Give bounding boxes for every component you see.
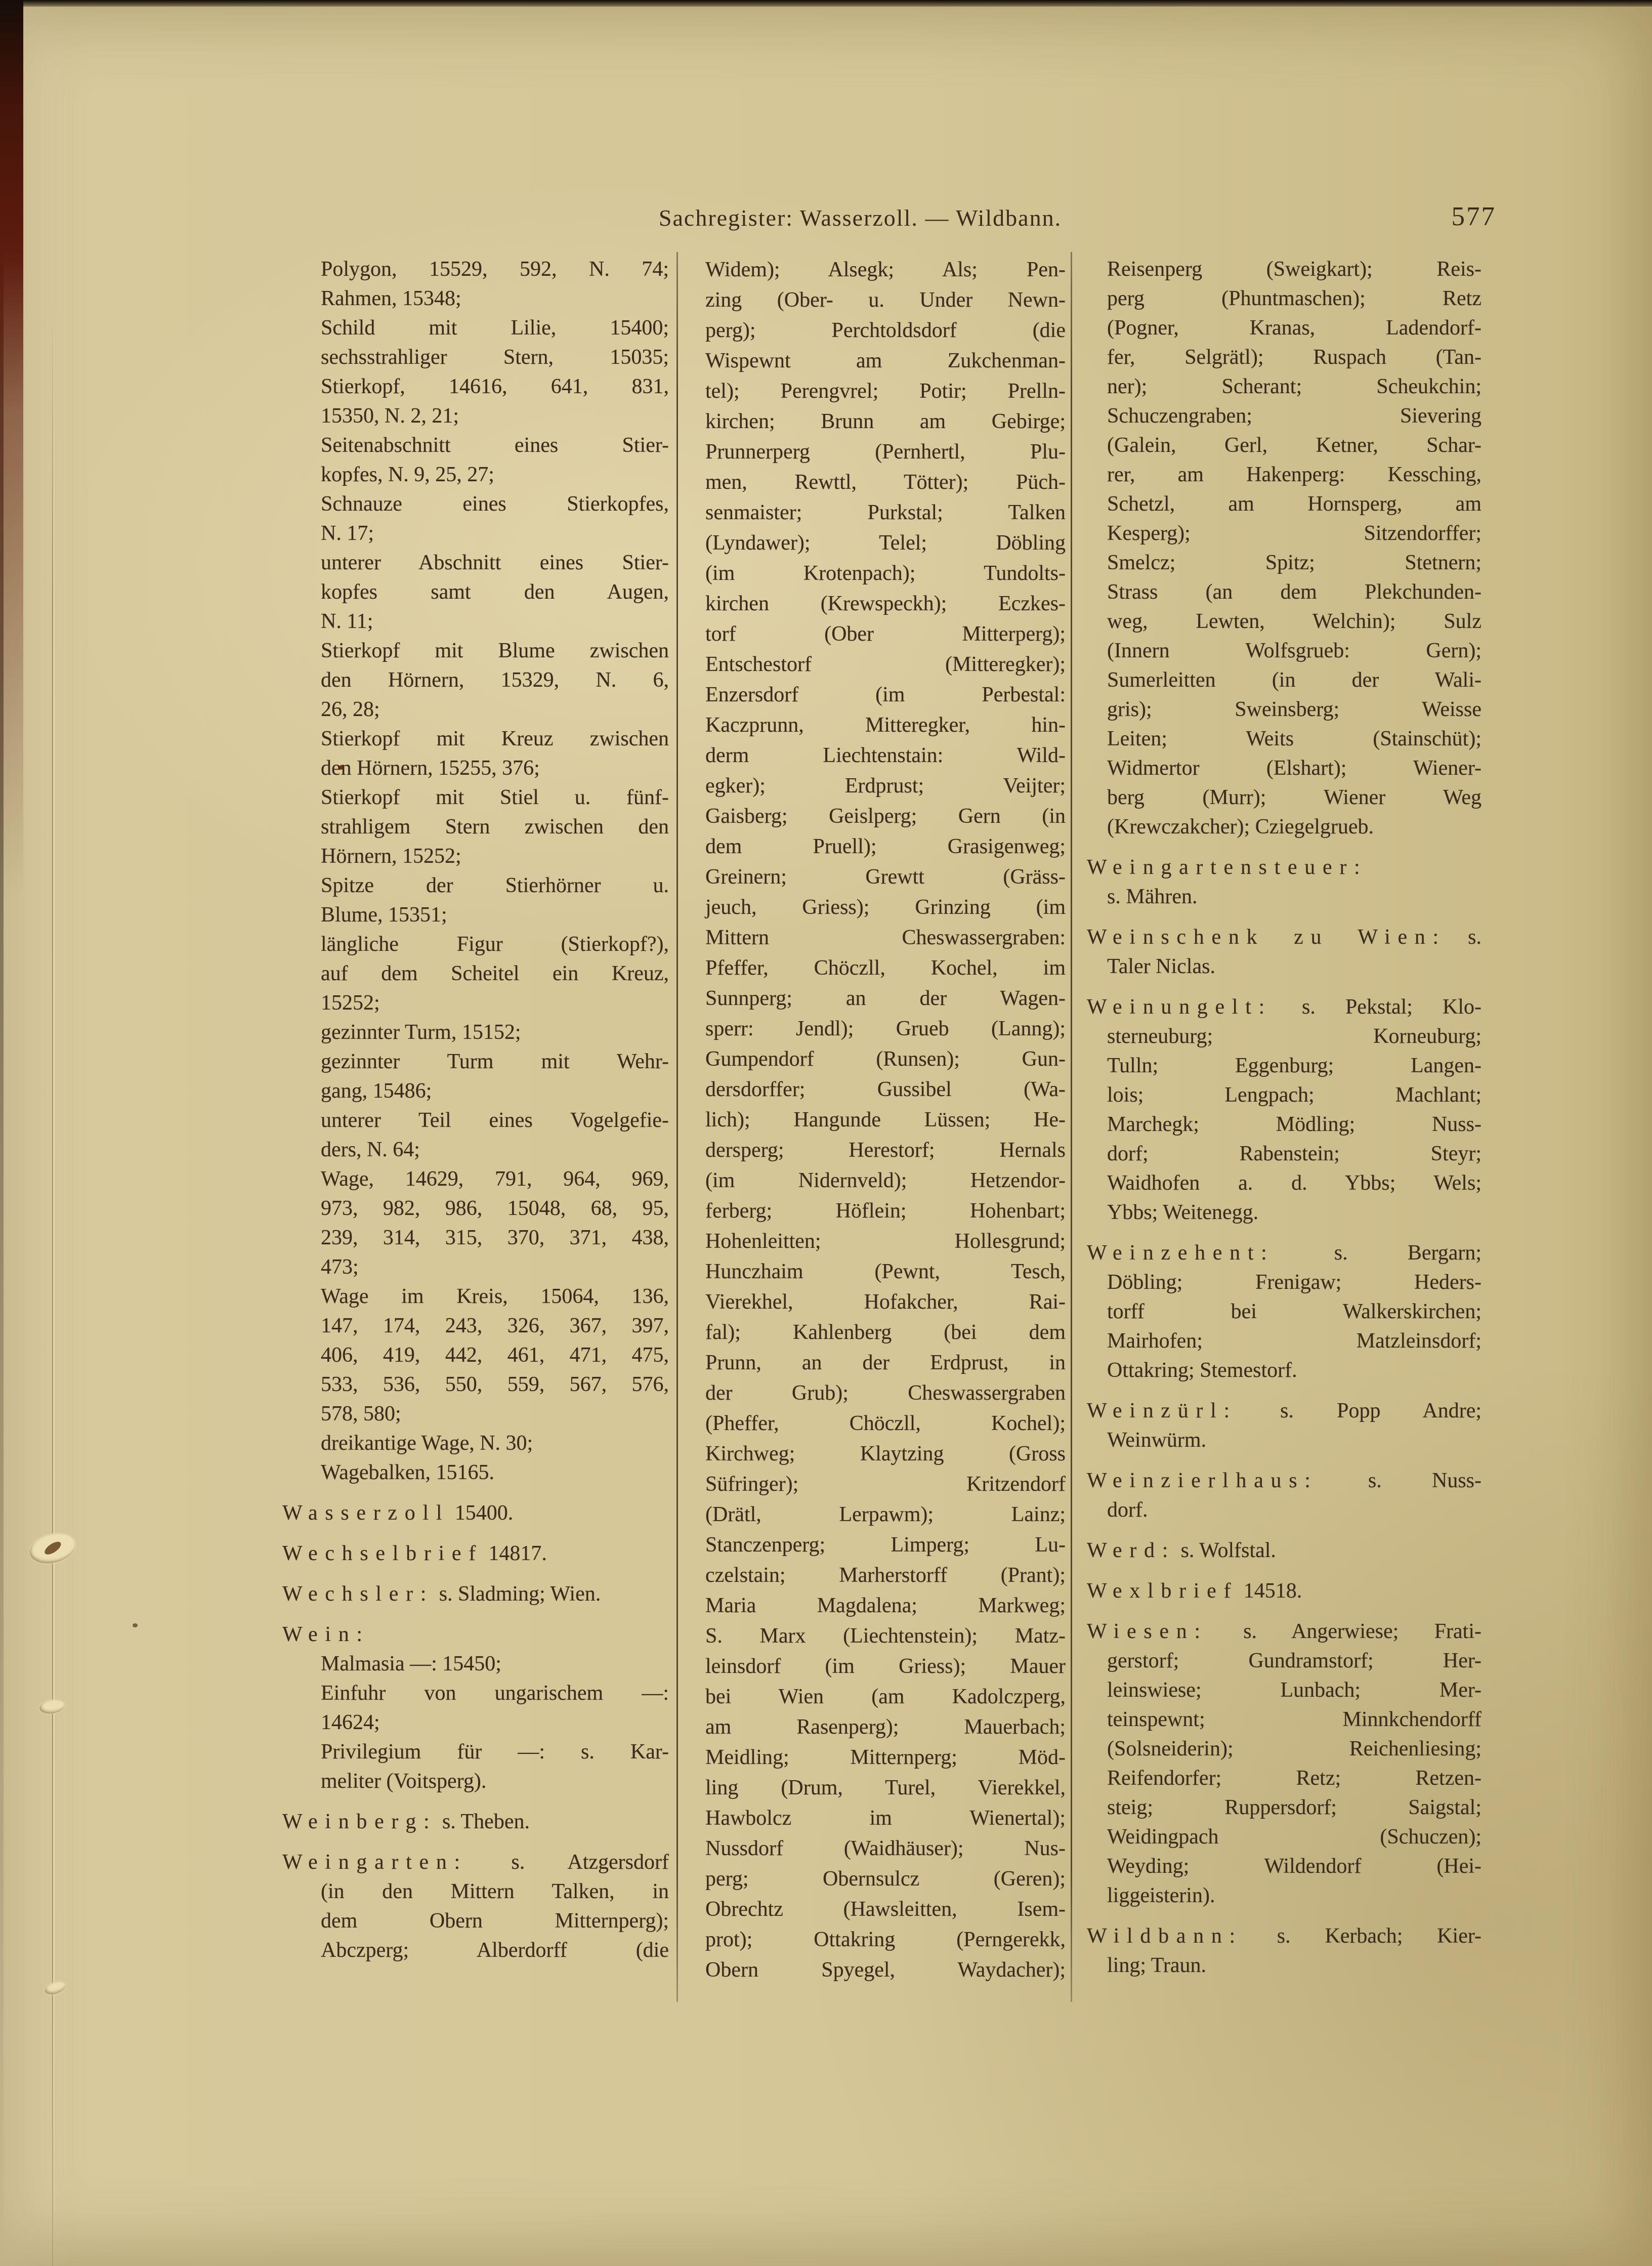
index-text-line: S. Marx (Liechtenstein); Matz-: [705, 1624, 1066, 1648]
index-text-line: Abczperg; Alberdorff (die: [321, 1939, 669, 1962]
index-text-line: liggeisterin).: [1107, 1884, 1215, 1907]
index-entry-headword-line: [1087, 853, 1481, 882]
index-headword-rest: s. Bergarn;: [1274, 1241, 1481, 1265]
index-headword: Weinschenk zu Wien:: [1087, 926, 1446, 949]
index-entry-headword-line: [1087, 1921, 1481, 1951]
index-text-line: Widmertor (Elshart); Wiener-: [1107, 757, 1481, 780]
tear-shadow: [43, 1539, 63, 1557]
index-headword: Weinzürl:: [1087, 1399, 1237, 1422]
index-text-line: Hunczhaim (Pewnt, Tesch,: [705, 1260, 1066, 1283]
index-headword: Weinzehent:: [1087, 1241, 1275, 1265]
index-text-line: N. 17;: [321, 522, 374, 545]
index-entry-headword-line: [282, 1579, 669, 1609]
index-headword: Wechsler:: [282, 1582, 434, 1606]
index-text-line: Wispewnt am Zukchenman-: [705, 349, 1066, 372]
index-text-line: derm Liechtenstain: Wild-: [705, 744, 1066, 767]
index-text-line: tel); Perengvrel; Potir; Prelln-: [705, 380, 1066, 403]
index-column-right: [1087, 255, 1481, 1980]
index-text-line: Stanczenperg; Limperg; Lu-: [705, 1533, 1066, 1557]
index-text-line: gezinnter Turm, 15152;: [321, 1021, 521, 1044]
index-text-line: gerstorf; Gundramstorf; Her-: [1107, 1649, 1481, 1672]
index-text-line: N. 11;: [321, 610, 373, 633]
index-headword-rest: s. Kerbach; Kier-: [1242, 1924, 1481, 1948]
index-text-line: Stierkopf mit Blume zwischen: [321, 639, 669, 662]
index-headword: Wexlbrief: [1087, 1579, 1239, 1603]
index-text-line: ling (Drum, Turel, Vierekkel,: [705, 1776, 1066, 1799]
index-text-line: dersdorffer; Gussibel (Wa-: [705, 1078, 1066, 1101]
index-entry-headword-line: [1087, 1536, 1481, 1565]
index-text-line: ders, N. 64;: [321, 1138, 420, 1161]
index-entry-headword-line: [1087, 992, 1481, 1022]
index-text-line: meliter (Voitsperg).: [321, 1770, 487, 1793]
index-text-line: dersperg; Herestorf; Hernals: [705, 1139, 1066, 1162]
index-headword: Wildbann:: [1087, 1924, 1243, 1948]
index-text-line: Widem); Alsegk; Als; Pen-: [705, 258, 1066, 281]
index-text-line: berg (Murr); Wiener Weg: [1107, 786, 1481, 809]
page-number: 577: [1451, 202, 1496, 231]
index-headword-rest: 14817.: [483, 1542, 547, 1565]
index-text-line: (Innern Wolfsgrueb: Gern);: [1107, 639, 1481, 662]
index-text-line: Blume, 15351;: [321, 903, 447, 927]
index-text-line: Gaisberg; Geislperg; Gern (in: [705, 805, 1066, 828]
index-text-line: senmaister; Purkstal; Talken: [705, 501, 1066, 524]
index-text-line: dreikantige Wage, N. 30;: [321, 1432, 533, 1455]
index-text-line: rer, am Hakenperg: Kessching,: [1107, 463, 1481, 486]
paper-tear: [44, 1980, 67, 1997]
index-text-line: dem Pruell); Grasigenweg;: [705, 835, 1066, 858]
index-text-line: Süfringer); Kritzendorf: [705, 1473, 1066, 1496]
index-text-line: 15350, N. 2, 21;: [321, 404, 459, 428]
index-text-line: Weinwürm.: [1107, 1429, 1207, 1452]
index-text-line: kopfes, N. 9, 25, 27;: [321, 463, 494, 486]
index-text-line: Obern Spyegel, Waydacher);: [705, 1958, 1066, 1982]
paper-tear: [27, 1529, 79, 1568]
index-text-line: Nussdorf (Waidhäuser); Nus-: [705, 1837, 1066, 1860]
index-entry-headword-line: [282, 1498, 669, 1528]
index-text-line: Entschestorf (Mitteregker);: [705, 653, 1066, 676]
index-text-line: Prunn, an der Erdprust, in: [705, 1351, 1066, 1374]
index-text-line: (Drätl, Lerpawm); Lainz;: [705, 1503, 1066, 1526]
index-text-line: leinsdorf (im Griess); Mauer: [705, 1655, 1066, 1678]
scan-top-edge: [0, 0, 1652, 7]
index-text-line: steig; Ruppersdorf; Saigstal;: [1107, 1796, 1481, 1819]
index-text-line: Wage im Kreis, 15064, 136,: [321, 1285, 669, 1308]
index-text-line: s. Mähren.: [1107, 885, 1198, 908]
index-text-line: Taler Niclas.: [1107, 955, 1215, 978]
index-headword: Weinungelt:: [1087, 995, 1272, 1019]
index-headword-rest: s. Atzgersdorf: [467, 1851, 669, 1874]
index-text-line: (Galein, Gerl, Ketner, Schar-: [1107, 434, 1481, 457]
index-text-line: gris); Sweinsberg; Weisse: [1107, 698, 1481, 721]
paper-stain: [133, 1623, 138, 1627]
index-text-line: Weidingpach (Schuczen);: [1107, 1825, 1481, 1849]
index-entry-headword-line: [1087, 1466, 1481, 1495]
index-text-line: ling; Traun.: [1107, 1954, 1207, 1977]
index-text-line: sechsstrahliger Stern, 15035;: [321, 346, 669, 369]
index-headword: Werd:: [1087, 1539, 1176, 1562]
index-text-line: weg, Lewten, Welchin); Sulz: [1107, 610, 1481, 633]
paper-crease-highlight: [53, 304, 55, 2266]
index-text-line: jeuch, Griess); Grinzing (im: [705, 896, 1066, 919]
index-headword: Wasserzoll: [282, 1501, 450, 1525]
index-text-line: Enzersdorf (im Perbestal:: [705, 683, 1066, 706]
column-divider-right: [1071, 252, 1072, 2002]
index-text-line: Marchegk; Mödling; Nuss-: [1107, 1113, 1481, 1136]
index-text-line: Döbling; Frenigaw; Heders-: [1107, 1271, 1481, 1294]
index-text-line: Stierkopf mit Stiel u. fünf-: [321, 786, 669, 809]
index-text-line: teinspewnt; Minnkchendorff: [1107, 1708, 1481, 1731]
index-text-line: (Solsneiderin); Reichenliesing;: [1107, 1737, 1481, 1760]
index-text-line: 14624;: [321, 1711, 380, 1734]
index-text-line: kirchen (Krewspeckh); Eczkes-: [705, 592, 1066, 615]
index-text-line: 973, 982, 986, 15048, 68, 95,: [321, 1197, 669, 1220]
index-text-line: Stierkopf mit Kreuz zwischen: [321, 727, 669, 750]
index-text-line: Weyding; Wildendorf (Hei-: [1107, 1855, 1481, 1878]
index-text-line: gezinnter Turm mit Wehr-: [321, 1050, 669, 1073]
index-text-line: Strass (an dem Plekchunden-: [1107, 580, 1481, 604]
index-text-line: Kirchweg; Klaytzing (Gross: [705, 1442, 1066, 1465]
running-header: Sachregister: Wasserzoll. — Wildbann.: [658, 205, 1062, 231]
index-text-line: ferberg; Höflein; Hohenbart;: [705, 1199, 1066, 1223]
index-text-line: Mairhofen; Matzleinsdorf;: [1107, 1329, 1481, 1353]
index-headword-rest: 15400.: [449, 1501, 514, 1525]
index-entry-headword-line: [1087, 1396, 1481, 1425]
paper-tear: [38, 1699, 65, 1715]
index-text-line: 578, 580;: [321, 1402, 401, 1425]
index-text-line: Ybbs; Weitenegg.: [1107, 1201, 1259, 1224]
index-text-line: perg (Phuntmaschen); Retz: [1107, 287, 1481, 310]
index-text-line: Obrechtz (Hawsleitten, Isem-: [705, 1898, 1066, 1921]
index-text-line: Polygon, 15529, 592, N. 74;: [321, 258, 669, 281]
index-text-line: (Pheffer, Chöczll, Kochel);: [705, 1412, 1066, 1435]
index-text-line: Reisenperg (Sweigkart); Reis-: [1107, 258, 1481, 281]
index-text-line: Sunnperg; an der Wagen-: [705, 987, 1066, 1010]
index-text-line: dorf.: [1107, 1498, 1148, 1522]
index-text-line: lois; Lengpach; Machlant;: [1107, 1083, 1481, 1107]
index-text-line: egker); Erdprust; Veijter;: [705, 774, 1066, 798]
index-text-line: czelstain; Marherstorff (Prant);: [705, 1564, 1066, 1587]
index-headword-rest: s. Pekstal; Klo-: [1272, 995, 1481, 1019]
index-text-line: dem Obern Mitternperg);: [321, 1909, 669, 1933]
index-text-line: 533, 536, 550, 559, 567, 576,: [321, 1373, 669, 1396]
index-text-line: (Krewczakcher); Cziegelgrueb.: [1107, 815, 1374, 838]
index-headword-rest: s. Wolfstal.: [1175, 1539, 1276, 1562]
index-text-line: Malmasia —: 15450;: [321, 1652, 501, 1675]
index-text-line: (im Nidernveld); Hetzendor-: [705, 1169, 1066, 1192]
index-entry-headword-line: [1087, 1238, 1481, 1268]
index-text-line: auf dem Scheitel ein Kreuz,: [321, 962, 669, 985]
index-text-line: perg); Perchtoldsdorf (die: [705, 319, 1066, 342]
index-text-line: Privilegium für —: s. Kar-: [321, 1740, 669, 1764]
index-headword-rest: s. Popp Andre;: [1237, 1399, 1481, 1422]
index-text-line: Reifendorfer; Retz; Retzen-: [1107, 1767, 1481, 1790]
index-text-line: 239, 314, 315, 370, 371, 438,: [321, 1226, 669, 1249]
index-text-line: kopfes samt den Augen,: [321, 580, 669, 604]
index-headword-rest: s.: [1446, 926, 1481, 949]
index-headword-rest: 14518.: [1238, 1579, 1302, 1603]
index-text-line: längliche Figur (Stierkopf?),: [321, 933, 669, 956]
index-headword-rest: s. Nuss-: [1318, 1469, 1481, 1492]
index-headword: Wiesen:: [1087, 1620, 1208, 1643]
index-text-line: perg; Obernsulcz (Geren);: [705, 1867, 1066, 1891]
index-text-line: (Pogner, Kranas, Ladendorf-: [1107, 316, 1481, 340]
index-text-line: Spitze der Stierhörner u.: [321, 874, 669, 897]
index-text-line: Schuczengraben; Sievering: [1107, 404, 1481, 428]
index-text-line: Hörnern, 15252;: [321, 845, 461, 868]
index-text-line: (Lyndawer); Telel; Döbling: [705, 531, 1066, 555]
index-text-line: strahligem Stern zwischen den: [321, 815, 669, 838]
index-text-line: leinswiese; Lunbach; Mer-: [1107, 1678, 1481, 1702]
index-headword-rest: s. Angerwiese; Frati-: [1207, 1620, 1481, 1643]
index-headword: Wechselbrief: [282, 1542, 483, 1565]
index-text-line: sperr: Jendl); Grueb (Lanng);: [705, 1017, 1066, 1040]
index-text-line: Tulln; Eggenburg; Langen-: [1107, 1054, 1481, 1077]
index-headword-rest: s. Theben.: [437, 1810, 530, 1833]
index-text-line: ner); Scherant; Scheukchin;: [1107, 375, 1481, 398]
column-divider-left: [676, 252, 678, 2002]
index-text-line: Einfuhr von ungarischem —:: [321, 1682, 669, 1705]
index-text-line: Kaczprunn, Mitteregker, hin-: [705, 714, 1066, 737]
index-text-line: den Hörnern, 15329, N. 6,: [321, 668, 669, 692]
index-text-line: den Hörnern, 15255, 376;: [321, 757, 540, 780]
index-text-line: Stierkopf, 14616, 641, 831,: [321, 375, 669, 398]
index-text-line: Wage, 14629, 791, 964, 969,: [321, 1167, 669, 1191]
index-text-line: Schetzl, am Hornsperg, am: [1107, 492, 1481, 516]
index-text-line: kirchen; Brunn am Gebirge;: [705, 410, 1066, 433]
index-text-line: fal); Kahlenberg (bei dem: [705, 1321, 1066, 1344]
index-text-line: Schnauze eines Stierkopfes,: [321, 492, 669, 516]
index-text-line: unterer Abschnitt eines Stier-: [321, 551, 669, 574]
index-headword: Weingartensteuer:: [1087, 856, 1368, 879]
index-text-line: Maria Magdalena; Markweg;: [705, 1594, 1066, 1617]
index-text-line: Vierekhel, Hofakcher, Rai-: [705, 1290, 1066, 1314]
index-text-line: dorf; Rabenstein; Steyr;: [1107, 1142, 1481, 1165]
index-text-line: Seitenabschnitt eines Stier-: [321, 434, 669, 457]
index-headword: Wein:: [282, 1623, 370, 1646]
index-entry-headword-line: [282, 1848, 669, 1877]
index-text-line: Hohenleitten; Hollesgrund;: [705, 1230, 1066, 1253]
index-text-line: Wagebalken, 15165.: [321, 1461, 495, 1484]
index-text-line: 15252;: [321, 991, 380, 1015]
index-text-line: zing (Ober- u. Under Newn-: [705, 288, 1066, 312]
index-text-line: Waidhofen a. d. Ybbs; Wels;: [1107, 1171, 1481, 1195]
index-text-line: 473;: [321, 1255, 359, 1279]
index-text-line: Hawbolcz im Wienertal);: [705, 1807, 1066, 1830]
index-text-line: Mittern Cheswassergraben:: [705, 926, 1066, 949]
index-entry-headword-line: [282, 1539, 669, 1568]
index-text-line: Sumerleitten (in der Wali-: [1107, 668, 1481, 692]
index-text-line: Prunnerperg (Pernhertl, Plu-: [705, 440, 1066, 464]
index-headword: Weinzierlhaus:: [1087, 1469, 1318, 1492]
index-headword: Weingarten:: [282, 1851, 468, 1874]
index-text-line: Ottakring; Stemestorf.: [1107, 1359, 1297, 1382]
index-text-line: Rahmen, 15348;: [321, 287, 461, 310]
index-text-line: unterer Teil eines Vogelgefie-: [321, 1109, 669, 1132]
index-text-line: Greinern; Grewtt (Gräss-: [705, 865, 1066, 889]
index-text-line: men, Rewttl, Tötter); Püch-: [705, 471, 1066, 494]
index-headword-rest: s. Sladming; Wien.: [434, 1582, 601, 1606]
index-text-line: prot); Ottakring (Perngerekk,: [705, 1928, 1066, 1951]
index-text-line: Kesperg); Sitzendorffer;: [1107, 522, 1481, 545]
index-text-line: der Grub); Cheswassergraben: [705, 1381, 1066, 1405]
index-text-line: am Rasenperg); Mauerbach;: [705, 1715, 1066, 1739]
index-text-line: Gumpendorf (Runsen); Gun-: [705, 1047, 1066, 1071]
index-text-line: sterneuburg; Korneuburg;: [1107, 1025, 1481, 1048]
index-entry-headword-line: [282, 1620, 669, 1649]
index-column-middle: [703, 255, 1066, 1985]
index-text-line: 406, 419, 442, 461, 471, 475,: [321, 1344, 669, 1367]
index-text-line: torff bei Walkerskirchen;: [1107, 1300, 1481, 1323]
index-text-line: lich); Hangunde Lüssen; He-: [705, 1108, 1066, 1131]
index-entry-headword-line: [1087, 922, 1481, 952]
index-text-line: torf (Ober Mitterperg);: [705, 622, 1066, 646]
index-column-left: [282, 255, 669, 1965]
index-entry-headword-line: [1087, 1617, 1481, 1646]
index-text-line: bei Wien (am Kadolczperg,: [705, 1685, 1066, 1708]
index-text-line: (in den Mittern Talken, in: [321, 1880, 669, 1903]
index-text-line: 26, 28;: [321, 698, 380, 721]
index-text-line: Pfeffer, Chöczll, Kochel, im: [705, 956, 1066, 980]
index-text-line: Meidling; Mitternperg; Möd-: [705, 1746, 1066, 1769]
index-text-line: Schild mit Lilie, 15400;: [321, 316, 669, 340]
index-entry-headword-line: [282, 1807, 669, 1836]
index-text-line: fer, Selgrätl); Ruspach (Tan-: [1107, 346, 1481, 369]
index-headword: Weinberg:: [282, 1810, 437, 1833]
index-text-line: 147, 174, 243, 326, 367, 397,: [321, 1314, 669, 1337]
book-binding-shadow: [0, 0, 23, 901]
index-text-line: gang, 15486;: [321, 1079, 432, 1103]
index-text-line: (im Krotenpach); Tundolts-: [705, 562, 1066, 585]
index-text-line: Smelcz; Spitz; Stetnern;: [1107, 551, 1481, 574]
index-entry-headword-line: [1087, 1576, 1481, 1606]
index-text-line: Leiten; Weits (Stainschüt);: [1107, 727, 1481, 750]
